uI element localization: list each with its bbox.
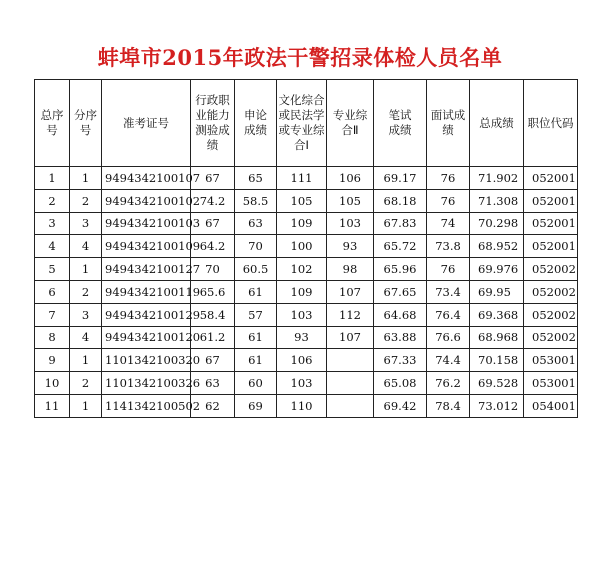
header-post-code: 职位代码	[524, 80, 578, 167]
cell-post-code: 052002	[524, 258, 578, 281]
cell-comprehensive2: 103	[327, 212, 374, 235]
cell-sub-no: 1	[70, 349, 102, 372]
cell-sub-no: 2	[70, 280, 102, 303]
cell-total-no: 4	[35, 235, 70, 258]
cell-comprehensive1: 100	[277, 235, 327, 258]
cell-total-score: 70.298	[470, 212, 524, 235]
cell-written: 69.42	[374, 394, 427, 417]
table-row	[35, 394, 578, 417]
cell-essay: 69	[235, 394, 277, 417]
cell-comprehensive2: 93	[327, 235, 374, 258]
cell-sub-no: 1	[70, 258, 102, 281]
cell-interview: 76	[427, 167, 470, 190]
cell-comprehensive2: 107	[327, 280, 374, 303]
cell-aptitude: 70	[191, 258, 235, 281]
table-row	[35, 167, 578, 190]
cell-comprehensive1: 110	[277, 394, 327, 417]
cell-essay: 61	[235, 326, 277, 349]
cell-comprehensive2: 105	[327, 189, 374, 212]
header-interview: 面试成绩	[427, 80, 470, 167]
cell-written: 64.68	[374, 303, 427, 326]
table-row	[35, 235, 578, 258]
cell-interview: 76.6	[427, 326, 470, 349]
cell-comprehensive2	[327, 349, 374, 372]
cell-post-code: 053001	[524, 372, 578, 395]
cell-aptitude: 67	[191, 167, 235, 190]
cell-written: 67.83	[374, 212, 427, 235]
cell-comprehensive2: 106	[327, 167, 374, 190]
cell-essay: 58.5	[235, 189, 277, 212]
table-row	[35, 326, 578, 349]
cell-aptitude: 58.4	[191, 303, 235, 326]
header-comprehensive1: 文化综合或民法学或专业综合Ⅰ	[277, 80, 327, 167]
table-header	[35, 80, 578, 167]
cell-post-code: 053001	[524, 349, 578, 372]
cell-comprehensive1: 109	[277, 212, 327, 235]
cell-comprehensive1: 111	[277, 167, 327, 190]
cell-sub-no: 1	[70, 394, 102, 417]
cell-essay: 63	[235, 212, 277, 235]
document-title: 蚌埠市2015年政法干警招录体检人员名单	[97, 45, 503, 70]
table-row	[35, 212, 578, 235]
table-row	[35, 303, 578, 326]
cell-interview: 76.2	[427, 372, 470, 395]
cell-total-no: 5	[35, 258, 70, 281]
cell-exam-id: 1101342100326	[102, 372, 191, 395]
cell-post-code: 052002	[524, 326, 578, 349]
cell-total-no: 6	[35, 280, 70, 303]
cell-total-score: 71.308	[470, 189, 524, 212]
cell-sub-no: 4	[70, 235, 102, 258]
header-total-score: 总成绩	[470, 80, 524, 167]
cell-total-no: 7	[35, 303, 70, 326]
cell-post-code: 052001	[524, 212, 578, 235]
cell-comprehensive1: 103	[277, 372, 327, 395]
cell-total-score: 69.528	[470, 372, 524, 395]
cell-total-no: 3	[35, 212, 70, 235]
cell-essay: 57	[235, 303, 277, 326]
header-total-no: 总序号	[35, 80, 70, 167]
cell-exam-id: 9494342100129	[102, 303, 191, 326]
cell-aptitude: 62	[191, 394, 235, 417]
table-row	[35, 258, 578, 281]
cell-aptitude: 67	[191, 212, 235, 235]
cell-exam-id: 9494342100109	[102, 235, 191, 258]
cell-comprehensive1: 105	[277, 189, 327, 212]
cell-total-no: 1	[35, 167, 70, 190]
cell-essay: 60.5	[235, 258, 277, 281]
cell-sub-no: 3	[70, 303, 102, 326]
cell-aptitude: 61.2	[191, 326, 235, 349]
table-row	[35, 349, 578, 372]
cell-total-score: 68.952	[470, 235, 524, 258]
cell-post-code: 052002	[524, 280, 578, 303]
cell-comprehensive2: 98	[327, 258, 374, 281]
cell-exam-id: 9494342100127	[102, 258, 191, 281]
cell-total-score: 70.158	[470, 349, 524, 372]
cell-written: 67.33	[374, 349, 427, 372]
cell-sub-no: 4	[70, 326, 102, 349]
cell-sub-no: 2	[70, 189, 102, 212]
cell-aptitude: 65.6	[191, 280, 235, 303]
header-written: 笔试成绩	[374, 80, 427, 167]
cell-total-score: 68.968	[470, 326, 524, 349]
table-row	[35, 372, 578, 395]
cell-written: 63.88	[374, 326, 427, 349]
header-exam-id: 准考证号	[102, 80, 191, 167]
cell-written: 69.17	[374, 167, 427, 190]
cell-exam-id: 9494342100120	[102, 326, 191, 349]
cell-post-code: 052002	[524, 303, 578, 326]
cell-exam-id: 1101342100320	[102, 349, 191, 372]
cell-sub-no: 1	[70, 167, 102, 190]
cell-essay: 70	[235, 235, 277, 258]
cell-essay: 61	[235, 349, 277, 372]
cell-post-code: 052001	[524, 167, 578, 190]
header-comprehensive2: 专业综合Ⅱ	[327, 80, 374, 167]
cell-interview: 74.4	[427, 349, 470, 372]
cell-essay: 65	[235, 167, 277, 190]
table-row	[35, 280, 578, 303]
cell-essay: 60	[235, 372, 277, 395]
cell-total-no: 9	[35, 349, 70, 372]
cell-sub-no: 2	[70, 372, 102, 395]
cell-interview: 74	[427, 212, 470, 235]
cell-exam-id: 9494342100107	[102, 167, 191, 190]
cell-aptitude: 67	[191, 349, 235, 372]
candidate-table	[34, 79, 578, 418]
cell-essay: 61	[235, 280, 277, 303]
cell-sub-no: 3	[70, 212, 102, 235]
cell-comprehensive1: 103	[277, 303, 327, 326]
cell-aptitude: 63	[191, 372, 235, 395]
header-sub-no: 分序号	[70, 80, 102, 167]
cell-post-code: 052001	[524, 235, 578, 258]
table-row	[35, 189, 578, 212]
cell-exam-id: 9494342100119	[102, 280, 191, 303]
cell-total-no: 8	[35, 326, 70, 349]
cell-comprehensive1: 93	[277, 326, 327, 349]
header-aptitude: 行政职业能力测验成绩	[191, 80, 235, 167]
cell-total-no: 11	[35, 394, 70, 417]
cell-written: 65.08	[374, 372, 427, 395]
cell-total-score: 69.95	[470, 280, 524, 303]
table-body	[35, 167, 578, 418]
cell-written: 67.65	[374, 280, 427, 303]
cell-total-score: 73.012	[470, 394, 524, 417]
cell-interview: 73.8	[427, 235, 470, 258]
cell-aptitude: 74.2	[191, 189, 235, 212]
cell-post-code: 054001	[524, 394, 578, 417]
cell-total-score: 69.368	[470, 303, 524, 326]
cell-comprehensive2	[327, 372, 374, 395]
cell-comprehensive1: 102	[277, 258, 327, 281]
cell-total-score: 69.976	[470, 258, 524, 281]
cell-total-score: 71.902	[470, 167, 524, 190]
cell-post-code: 052001	[524, 189, 578, 212]
header-row	[35, 80, 578, 167]
cell-comprehensive2	[327, 394, 374, 417]
cell-written: 65.72	[374, 235, 427, 258]
cell-interview: 76.4	[427, 303, 470, 326]
cell-comprehensive1: 106	[277, 349, 327, 372]
cell-exam-id: 9494342100102	[102, 189, 191, 212]
cell-comprehensive2: 112	[327, 303, 374, 326]
cell-interview: 73.4	[427, 280, 470, 303]
cell-written: 65.96	[374, 258, 427, 281]
cell-comprehensive2: 107	[327, 326, 374, 349]
cell-comprehensive1: 109	[277, 280, 327, 303]
cell-interview: 78.4	[427, 394, 470, 417]
cell-exam-id: 1141342100502	[102, 394, 191, 417]
cell-aptitude: 64.2	[191, 235, 235, 258]
cell-exam-id: 9494342100103	[102, 212, 191, 235]
cell-interview: 76	[427, 189, 470, 212]
cell-total-no: 10	[35, 372, 70, 395]
cell-written: 68.18	[374, 189, 427, 212]
cell-total-no: 2	[35, 189, 70, 212]
cell-interview: 76	[427, 258, 470, 281]
header-essay: 申论成绩	[235, 80, 277, 167]
